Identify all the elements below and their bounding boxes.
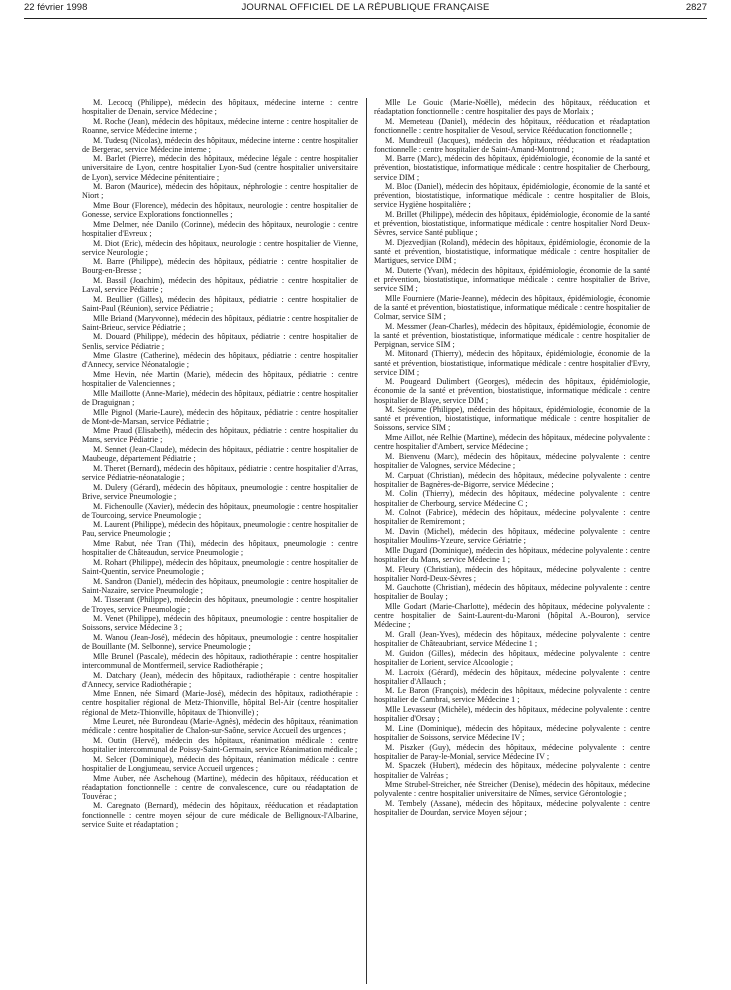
- appointment-entry: M. Djezvedjian (Roland), médecin des hôpitaux, épidémiologie, économie de la santé et prévention, biostatistique, informatique médicale : centre hospitalier de Martigues, service DIM ;: [374, 237, 650, 266]
- appointment-entry: M. Grall (Jean-Yves), médecin des hôpitaux, médecine polyvalente : centre hospitalier de Châteaubriant, service Médecine 1 ;: [374, 630, 650, 649]
- appointment-entry: M. Sennet (Jean-Claude), médecin des hôpitaux, pédiatrie : centre hospitalier de Maubeuge, département Pédiatrie ;: [82, 445, 358, 464]
- appointment-entry: M. Dulery (Gérard), médecin des hôpitaux, pneumologie : centre hospitalier de Brive, service Pneumologie ;: [82, 482, 358, 501]
- appointment-entry: Mme Ennen, née Simard (Marie-José), médecin des hôpitaux, radiothérapie : centre hospitalier régional de Metz-Thionville, hôpital Bel-Air (centre hospitalier régional de Metz-Thionville, hôpitaux de Thionville) ;: [82, 689, 358, 717]
- appointment-entry: Mlle Fourniere (Marie-Jeanne), médecin des hôpitaux, épidémiologie, économie de la santé et prévention, biostatistique, informatique médicale : centre hospitalier de Colmar, service SIM ;: [374, 293, 650, 321]
- appointment-entry: M. Bassil (Joachim), médecin des hôpitaux, pédiatrie : centre hospitalier de Laval, service Pédiatrie ;: [82, 276, 358, 295]
- appointment-entry: M. Barre (Philippe), médecin des hôpitaux, pédiatrie : centre hospitalier de Bourg-en-Bresse ;: [82, 257, 358, 276]
- page-header: [24, 2, 707, 18]
- appointment-entry: M. Duterte (Yvan), médecin des hôpitaux, épidémiologie, économie de la santé et prévention, biostatistique, informatique médicale : centre hospitalier de Brive, service SIM ;: [374, 265, 650, 294]
- appointment-entry: M. Baron (Maurice), médecin des hôpitaux, néphrologie : centre hospitalier de Niort ;: [82, 182, 358, 201]
- appointment-entry: Mme Delmer, née Danilo (Corinne), médecin des hôpitaux, neurologie : centre hospitalier d'Evreux ;: [82, 219, 358, 238]
- appointment-entry: Mlle Le Gouic (Marie-Noëlle), médecin des hôpitaux, rééducation et réadaptation fonctionnelle : centre hospitalier des pays de Morlaix ;: [374, 98, 650, 117]
- appointment-entry: Mme Rabut, née Tran (Thi), médecin des hôpitaux, pneumologie : centre hospitalier de Châteaudun, service Pneumologie ;: [82, 539, 358, 558]
- appointment-entry: M. Bloc (Daniel), médecin des hôpitaux, épidémiologie, économie de la santé et prévention, biostatistique, informatique médicale : centre hospitalier de Blois, service Hygiène hospitalière ;: [374, 182, 650, 210]
- appointment-entry: Mme Glastre (Catherine), médecin des hôpitaux, pédiatrie : centre hospitalier d'Annecy, service Néonatalogie ;: [82, 351, 358, 370]
- appointment-entry: M. Davin (Michel), médecin des hôpitaux, médecine polyvalente : centre hospitalier Moulins-Yzeure, service Gériatrie ;: [374, 527, 650, 546]
- appointment-entry: Mlle Maillotte (Anne-Marie), médecin des hôpitaux, pédiatrie : centre hospitalier de Draguignan ;: [82, 388, 358, 407]
- appointment-entry: Mme Leuret, née Burondeau (Marie-Agnès), médecin des hôpitaux, réanimation médicale : centre hospitalier de Chalon-sur-Saône, service Accueil des urgences ;: [82, 717, 358, 736]
- appointment-entry: M. Caregnato (Bernard), médecin des hôpitaux, rééducation et réadaptation fonctionnelle : centre moyen séjour de cure médicale de Bellignoux-l'Albarine, service Suite et réadaptation ;: [82, 801, 358, 829]
- appointment-entry: M. Lacroix (Gérard), médecin des hôpitaux, médecine polyvalente : centre hospitalier d'Allauch ;: [374, 667, 650, 686]
- appointment-entry: M. Outin (Hervé), médecin des hôpitaux, réanimation médicale : centre hospitalier intercommunal de Poissy-Saint-Germain, service Réanimation médicale ;: [82, 735, 358, 755]
- appointment-entry: Mlle Brunel (Pascale), médecin des hôpitaux, radiothérapie : centre hospitalier intercommunal de Montfermeil, service Radiothérapie ;: [82, 651, 358, 670]
- appointment-entry: M. Tisserant (Philippe), médecin des hôpitaux, pneumologie : centre hospitalier de Troyes, service Pneumologie ;: [82, 595, 358, 614]
- appointment-entry: M. Douard (Philippe), médecin des hôpitaux, pédiatrie : centre hospitalier de Senlis, service Pédiatrie ;: [82, 332, 358, 351]
- appointment-entry: Mme Bour (Florence), médecin des hôpitaux, neurologie : centre hospitalier de Gonesse, service Explorations fonctionnelles ;: [82, 201, 358, 220]
- appointment-entry: M. Mitonard (Thierry), médecin des hôpitaux, épidémiologie, économie de la santé et prévention, biostatistique, informatique médicale : centre hospitalier d'Evry, service DIM ;: [374, 349, 650, 377]
- appointment-entry: M. Line (Dominique), médecin des hôpitaux, médecine polyvalente : centre hospitalier de Soissons, service Médecine IV ;: [374, 723, 650, 742]
- appointment-entry: M. Barlet (Pierre), médecin des hôpitaux, médecine légale : centre hospitalier universitaire de Lyon, centre hospitalier Lyon-Sud (centre hospitalier universitaire de Lyon), service Médecine pénitentiaire ;: [82, 154, 358, 182]
- appointment-entry: M. Brillet (Philippe), médecin des hôpitaux, épidémiologie, économie de la santé et prévention, biostatistique, informatique médicale : centre hospitalier Nord Deux-Sèvres, service Santé publique ;: [374, 210, 650, 238]
- appointment-entry: M. Selcer (Dominique), médecin des hôpitaux, réanimation médicale : centre hospitalier de Longjumeau, service Accueil urgences ;: [82, 754, 358, 773]
- appointment-entry: Mlle Briand (Maryvonne), médecin des hôpitaux, pédiatrie : centre hospitalier de Saint-Brieuc, service Pédiatrie ;: [82, 313, 358, 332]
- appointment-entry: M. Tudesq (Nicolas), médecin des hôpitaux, médecine interne : centre hospitalier de Bergerac, service Médecine interne ;: [82, 135, 358, 154]
- appointment-entry: M. Diot (Eric), médecin des hôpitaux, neurologie : centre hospitalier de Vienne, service Neurologie ;: [82, 238, 358, 257]
- appointment-entry: M. Datchary (Jean), médecin des hôpitaux, radiothérapie : centre hospitalier d'Annecy, service Radiothérapie ;: [82, 670, 358, 689]
- appointment-entry: M. Laurent (Philippe), médecin des hôpitaux, pneumologie : centre hospitalier de Pau, service Pneumologie ;: [82, 520, 358, 539]
- appointment-entry: M. Spaczek (Hubert), médecin des hôpitaux, médecine polyvalente : centre hospitalier de Valréas ;: [374, 761, 650, 780]
- appointment-entry: M. Lecocq (Philippe), médecin des hôpitaux, médecine interne : centre hospitalier de Denain, service Médecine ;: [82, 98, 358, 117]
- appointment-entry: M. Barre (Marc), médecin des hôpitaux, épidémiologie, économie de la santé et prévention, biostatistique, informatique médicale : centre hospitalier de Cherbourg, service DIM ;: [374, 154, 650, 182]
- appointment-entry: M. Tembely (Assane), médecin des hôpitaux, médecine polyvalente : centre hospitalier de Dourdan, service Moyen séjour ;: [374, 799, 650, 818]
- appointment-entry: M. Bienvenu (Marc), médecin des hôpitaux, médecine polyvalente : centre hospitalier de Valognes, service Médecine ;: [374, 451, 650, 470]
- appointment-entry: Mme Strubel-Streicher, née Streicher (Denise), médecin des hôpitaux, médecine polyvalente : centre hospitalier universitaire de Nîmes, service Gérontologie ;: [374, 780, 650, 799]
- appointment-entry: M. Theret (Bernard), médecin des hôpitaux, pédiatrie : centre hospitalier d'Arras, service Pédiatrie-néonatalogie ;: [82, 463, 358, 483]
- appointment-entry: M. Carpuat (Christian), médecin des hôpitaux, médecine polyvalente : centre hospitalier de Bagnères-de-Bigorre, service Médecine ;: [374, 470, 650, 489]
- appointment-entry: M. Guidon (Gilles), médecin des hôpitaux, médecine polyvalente : centre hospitalier de Lorient, service Alcoologie ;: [374, 648, 650, 667]
- appointment-entry: M. Colnot (Fabrice), médecin des hôpitaux, médecine polyvalente : centre hospitalier de Remiremont ;: [374, 508, 650, 527]
- appointment-entry: M. Venet (Philippe), médecin des hôpitaux, pneumologie : centre hospitalier de Soissons, service Médecine 3 ;: [82, 614, 358, 633]
- appointment-entry: M. Messmer (Jean-Charles), médecin des hôpitaux, épidémiologie, économie de la santé et prévention, biostatistique, informatique médicale : centre hospitalier de Perpignan, service SIM ;: [374, 321, 650, 349]
- header-rule: [24, 18, 707, 19]
- appointment-entry: M. Fichenoulle (Xavier), médecin des hôpitaux, pneumologie : centre hospitalier de Tourcoing, service Pneumologie ;: [82, 501, 358, 520]
- appointment-entry: M. Colin (Thierry), médecin des hôpitaux, médecine polyvalente : centre hospitalier de Cherbourg, service Médecine C ;: [374, 489, 650, 508]
- appointment-entry: M. Sejourne (Philippe), médecin des hôpitaux, épidémiologie, économie de la santé et prévention, biostatistique, informatique médicale : centre hospitalier de Soissons, service SIM ;: [374, 405, 650, 433]
- appointment-entry: M. Sandron (Daniel), médecin des hôpitaux, pneumologie : centre hospitalier de Saint-Nazaire, service Pneumologie ;: [82, 576, 358, 595]
- appointment-entry: M. Fleury (Christian), médecin des hôpitaux, médecine polyvalente : centre hospitalier Nord-Deux-Sèvres ;: [374, 564, 650, 583]
- appointment-entry: M. Piszker (Guy), médecin des hôpitaux, médecine polyvalente : centre hospitalier de Paray-le-Monial, service Médecine IV ;: [374, 742, 650, 761]
- appointment-entry: Mme Hevin, née Martin (Marie), médecin des hôpitaux, pédiatrie : centre hospitalier de Valenciennes ;: [82, 370, 358, 389]
- appointment-entry: Mme Praud (Elisabeth), médecin des hôpitaux, pédiatrie : centre hospitalier du Mans, service Pédiatrie ;: [82, 426, 358, 445]
- journal-title: JOURNAL OFFICIEL DE LA RÉPUBLIQUE FRANÇAISE: [241, 2, 490, 13]
- appointment-entry: M. Rohart (Philippe), médecin des hôpitaux, pneumologie : centre hospitalier de Saint-Quentin, service Pneumologie ;: [82, 557, 358, 576]
- appointment-entry: Mlle Pignol (Marie-Laure), médecin des hôpitaux, pédiatrie : centre hospitalier de Mont-de-Marsan, service Pédiatrie ;: [82, 407, 358, 426]
- appointment-entry: M. Memeteau (Daniel), médecin des hôpitaux, rééducation et réadaptation fonctionnelle : centre hospitalier de Vesoul, service Rééducation fonctionnelle ;: [374, 116, 650, 135]
- appointment-entry: M. Mundreuil (Jacques), médecin des hôpitaux, rééducation et réadaptation fonctionnelle : centre hospitalier de Saint-Amand-Montrond ;: [374, 135, 650, 154]
- page-number: 2827: [685, 2, 707, 13]
- appointment-entry: M. Le Baron (François), médecin des hôpitaux, médecine polyvalente : centre hospitalier de Cambrai, service Médecine 1 ;: [374, 686, 650, 705]
- appointment-entry: M. Beullier (Gilles), médecin des hôpitaux, pédiatrie : centre hospitalier de Saint-Paul (Réunion), service Pédiatrie ;: [82, 294, 358, 313]
- appointment-entry: Mlle Dugard (Dominique), médecin des hôpitaux, médecine polyvalente : centre hospitalier du Mans, service Médecine 1 ;: [374, 545, 650, 564]
- appointment-entry: M. Pougeard Dulimbert (Georges), médecin des hôpitaux, épidémiologie, économie de la santé et prévention, biostatistique, informatique médicale : centre hospitalier de Blaye, service DIM ;: [374, 377, 650, 405]
- right-column: [374, 98, 650, 818]
- column-divider: [366, 98, 367, 984]
- appointment-entry: Mme Aillot, née Relhie (Martine), médecin des hôpitaux, médecine polyvalente : centre hospitalier d'Ambert, service Médecine ;: [374, 433, 650, 452]
- left-column: [82, 98, 358, 829]
- appointment-entry: M. Gauchotte (Christian), médecin des hôpitaux, médecine polyvalente : centre hospitalier de Boulay ;: [374, 583, 650, 602]
- issue-date: 22 février 1998: [24, 2, 88, 13]
- appointment-entry: M. Wanou (Jean-José), médecin des hôpitaux, pneumologie : centre hospitalier de Bouillante (M. Selbonne), service Pneumologie ;: [82, 632, 358, 652]
- appointment-entry: Mlle Godart (Marie-Charlotte), médecin des hôpitaux, médecine polyvalente : centre hospitalier de Saint-Laurent-du-Maroni (hôpital A.-Bouron), service Médecine ;: [374, 602, 650, 630]
- appointment-entry: M. Roche (Jean), médecin des hôpitaux, médecine interne : centre hospitalier de Roanne, service Médecine interne ;: [82, 116, 358, 135]
- appointment-entry: Mme Auber, née Aschehoug (Martine), médecin des hôpitaux, rééducation et réadaptation fonctionnelle : centre de convalescence, cure ou réadaptation de Touvérac ;: [82, 773, 358, 801]
- appointment-entry: Mlle Levasseur (Michèle), médecin des hôpitaux, médecine polyvalente : centre hospitalier d'Orsay ;: [374, 705, 650, 724]
